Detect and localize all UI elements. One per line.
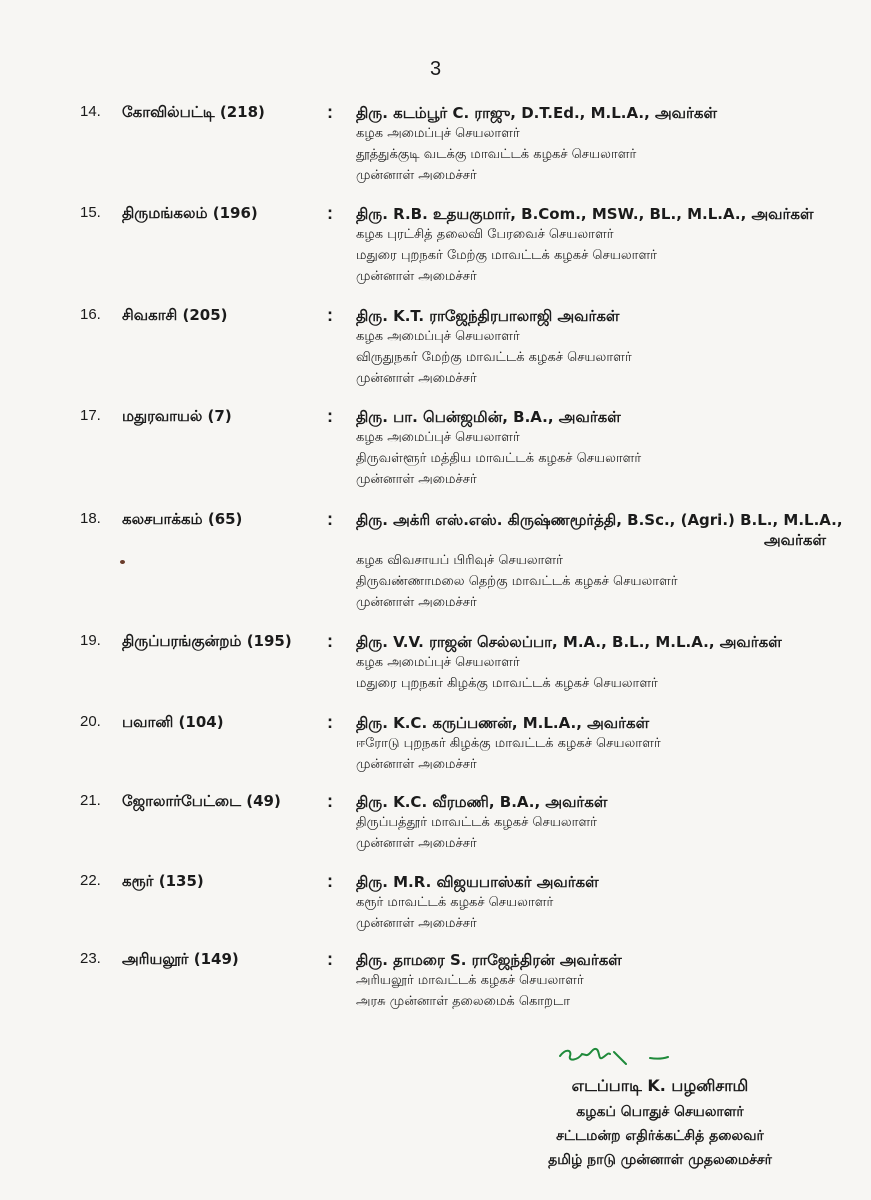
entry-number: 17. — [80, 407, 101, 424]
separator-colon: : — [327, 712, 333, 732]
role-line: முன்னாள் அமைச்சர் — [356, 836, 477, 851]
constituency: கலசபாக்கம் (65) — [122, 510, 243, 528]
entry-number: 14. — [80, 103, 101, 120]
entry-number: 18. — [80, 510, 101, 527]
separator-colon: : — [327, 406, 333, 426]
constituency: அரியலூர் (149) — [122, 950, 239, 968]
handwritten-signature — [556, 1042, 686, 1072]
ink-speck — [120, 560, 125, 564]
signatory-name: எடப்பாடி K. பழனிசாமி — [571, 1076, 749, 1095]
separator-colon: : — [327, 631, 333, 651]
person-name: திரு. K.C. கருப்பணன், M.L.A., அவர்கள் — [356, 714, 650, 732]
role-line: விருதுநகர் மேற்கு மாவட்டக் கழகச் செயலாளர் — [356, 350, 632, 365]
role-line: முன்னாள் அமைச்சர் — [356, 916, 477, 931]
person-name: திரு. K.C. வீரமணி, B.A., அவர்கள் — [356, 793, 608, 811]
role-line: மதுரை புறநகர் கிழக்கு மாவட்டக் கழகச் செயலாளர் — [356, 676, 658, 691]
entry-details — [356, 510, 856, 613]
role-line: முன்னாள் அமைச்சர் — [356, 595, 477, 610]
person-name-continued: அவர்கள் — [764, 531, 826, 549]
role-line: முன்னாள் அமைச்சர் — [356, 269, 477, 284]
entry-details — [356, 204, 856, 287]
signatory-title: கழகப் பொதுச் செயலாளர் — [576, 1104, 744, 1120]
person-name: திரு. தாமரை S. ராஜேந்திரன் அவர்கள் — [356, 951, 622, 969]
list-item — [0, 872, 871, 950]
list-item — [0, 713, 871, 792]
separator-colon: : — [327, 509, 333, 529]
separator-colon: : — [327, 102, 333, 122]
role-line: அரசு முன்னாள் தலைமைக் கொறடா — [356, 994, 571, 1009]
role-line: கரூர் மாவட்டக் கழகச் செயலாளர் — [356, 895, 554, 910]
entry-number: 21. — [80, 792, 101, 809]
constituency: பவானி (104) — [122, 713, 224, 731]
entry-number: 20. — [80, 713, 101, 730]
constituency: மதுரவாயல் (7) — [122, 407, 232, 425]
separator-colon: : — [327, 305, 333, 325]
constituency: ஜோலார்பேட்டை (49) — [122, 792, 281, 810]
entry-details — [356, 306, 856, 389]
role-line: திருப்பத்தூர் மாவட்டக் கழகச் செயலாளர் — [356, 815, 597, 830]
person-name: திரு. அக்ரி எஸ்.எஸ். கிருஷ்ணமூர்த்தி, B.Sc., (Agri.) B.L., M.L.A., — [356, 511, 843, 529]
entries-list — [0, 103, 871, 1020]
separator-colon: : — [327, 871, 333, 891]
role-line: ஈரோடு புறநகர் கிழக்கு மாவட்டக் கழகச் செயலாளர் — [356, 736, 661, 751]
list-item — [0, 407, 871, 510]
role-line: அரியலூர் மாவட்டக் கழகச் செயலாளர் — [356, 973, 584, 988]
role-line: திருவள்ளூர் மத்திய மாவட்டக் கழகச் செயலாளர் — [356, 451, 642, 466]
list-item — [0, 950, 871, 1020]
constituency: கரூர் (135) — [122, 872, 204, 890]
separator-colon: : — [327, 791, 333, 811]
role-line: கழக அமைப்புச் செயலாளர் — [356, 430, 520, 445]
role-line: திருவண்ணாமலை தெற்கு மாவட்டக் கழகச் செயலாளர் — [356, 574, 678, 589]
signatory-title: தமிழ் நாடு முன்னாள் முதலமைச்சர் — [548, 1152, 772, 1168]
person-name: திரு. K.T. ராஜேந்திரபாலாஜி அவர்கள் — [356, 307, 620, 325]
signatory-title: சட்டமன்ற எதிர்க்கட்சித் தலைவர் — [556, 1128, 764, 1144]
entry-number: 16. — [80, 306, 101, 323]
role-line: முன்னாள் அமைச்சர் — [356, 371, 477, 386]
entry-number: 15. — [80, 204, 101, 221]
entry-details — [356, 950, 856, 1012]
entry-number: 23. — [80, 950, 101, 967]
list-item — [0, 306, 871, 407]
constituency: திருப்பரங்குன்றம் (195) — [122, 632, 292, 650]
constituency: சிவகாசி (205) — [122, 306, 228, 324]
person-name: திரு. V.V. ராஜன் செல்லப்பா, M.A., B.L., M.L.A., அவர்கள் — [356, 633, 782, 651]
role-line: மதுரை புறநகர் மேற்கு மாவட்டக் கழகச் செயலாளர் — [356, 248, 657, 263]
role-line: முன்னாள் அமைச்சர் — [356, 168, 477, 183]
list-item — [0, 204, 871, 306]
role-line: முன்னாள் அமைச்சர் — [356, 757, 477, 772]
role-line: கழக புரட்சித் தலைவி பேரவைச் செயலாளர் — [356, 227, 614, 242]
entry-number: 19. — [80, 632, 101, 649]
page-number: 3 — [429, 58, 442, 80]
role-line: தூத்துக்குடி வடக்கு மாவட்டக் கழகச் செயலாளர் — [356, 147, 637, 162]
list-item — [0, 632, 871, 713]
entry-details — [356, 792, 856, 854]
role-line: கழக அமைப்புச் செயலாளர் — [356, 655, 520, 670]
entry-details — [356, 713, 856, 775]
entry-details — [356, 632, 856, 694]
list-item — [0, 510, 871, 632]
separator-colon: : — [327, 949, 333, 969]
entry-details — [356, 407, 856, 490]
separator-colon: : — [327, 203, 333, 223]
entry-details — [356, 872, 856, 934]
role-line: முன்னாள் அமைச்சர் — [356, 472, 477, 487]
list-item — [0, 103, 871, 204]
role-line: கழக அமைப்புச் செயலாளர் — [356, 126, 520, 141]
person-name: திரு. பா. பென்ஜமின், B.A., அவர்கள் — [356, 408, 621, 426]
entry-details — [356, 103, 856, 186]
entry-number: 22. — [80, 872, 101, 889]
constituency: திருமங்கலம் (196) — [122, 204, 258, 222]
role-line: கழக அமைப்புச் செயலாளர் — [356, 329, 520, 344]
role-line: கழக விவசாயப் பிரிவுச் செயலாளர் — [356, 553, 563, 568]
person-name: திரு. R.B. உதயகுமார், B.Com., MSW., BL., M.L.A., அவர்கள் — [356, 205, 814, 223]
constituency: கோவில்பட்டி (218) — [122, 103, 265, 121]
person-name: திரு. M.R. விஜயபாஸ்கர் அவர்கள் — [356, 873, 599, 891]
list-item — [0, 792, 871, 872]
person-name: திரு. கடம்பூர் C. ராஜு, D.T.Ed., M.L.A., அவர்கள் — [356, 104, 717, 122]
